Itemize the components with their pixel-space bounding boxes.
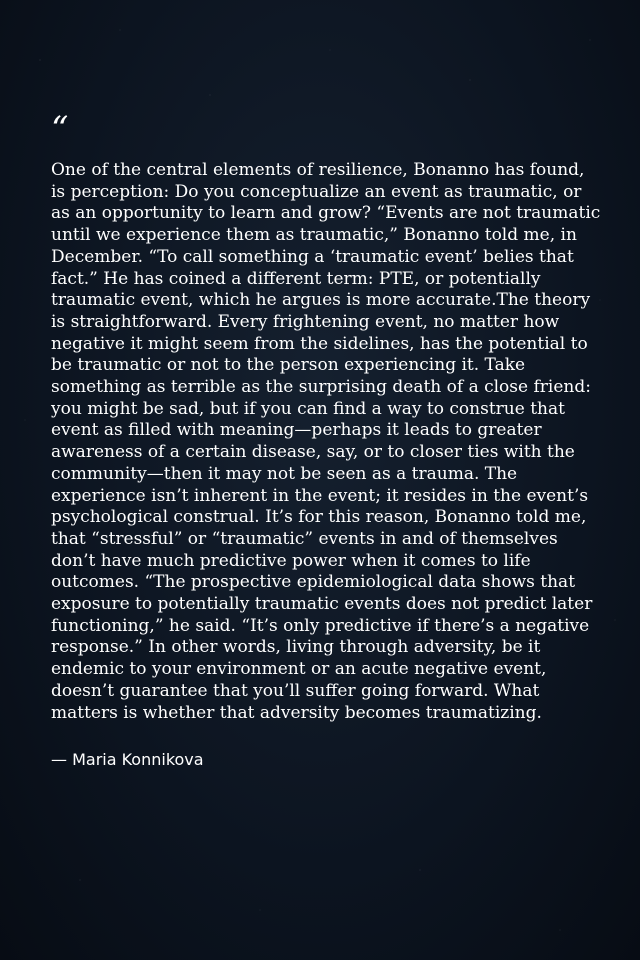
quote-mark-icon: “ xyxy=(51,109,67,149)
quote-text: One of the central elements of resilience, Bonanno has found, is perception: Do you conceptualize an event as traumatic, or as an opportunity to learn and grow? “Events are not traumatic until we experience them as traumatic,” Bonanno told me, in December. “To call something a ‘traumatic event’ belies that fact.” He has coined a different term: PTE, or potentially traumatic event, which he argues is more accurate.The theory is straightforward. Every frightening event, no matter how negative it might seem from the sidelines, has the potential to be traumatic or not to the person experiencing it. Take something as terrible as the surprising death of a close friend: you might be sad, but if you can find a way to construe that event as filled with meaning—perhaps it leads to greater awareness of a certain disease, say, or to closer ties with the community—then it may not be seen as a trauma. The experience isn’t inherent in the event; it resides in the event’s psychological construal. It’s for this reason, Bonanno told me, that “stressful” or “traumatic” events in and of themselves don’t have much predictive power when it comes to life outcomes. “The prospective epidemiological data shows that exposure to potentially traumatic events does not predict later functioning,” he said. “It’s only predictive if there’s a negative response.” In other words, living through adversity, be it endemic to your environment or an acute negative event, doesn’t guarantee that you’ll suffer going forward. What matters is whether that adversity becomes traumatizing. xyxy=(51,160,601,723)
quote-card xyxy=(51,109,601,770)
quote-author: — Maria Konnikova xyxy=(51,750,204,770)
